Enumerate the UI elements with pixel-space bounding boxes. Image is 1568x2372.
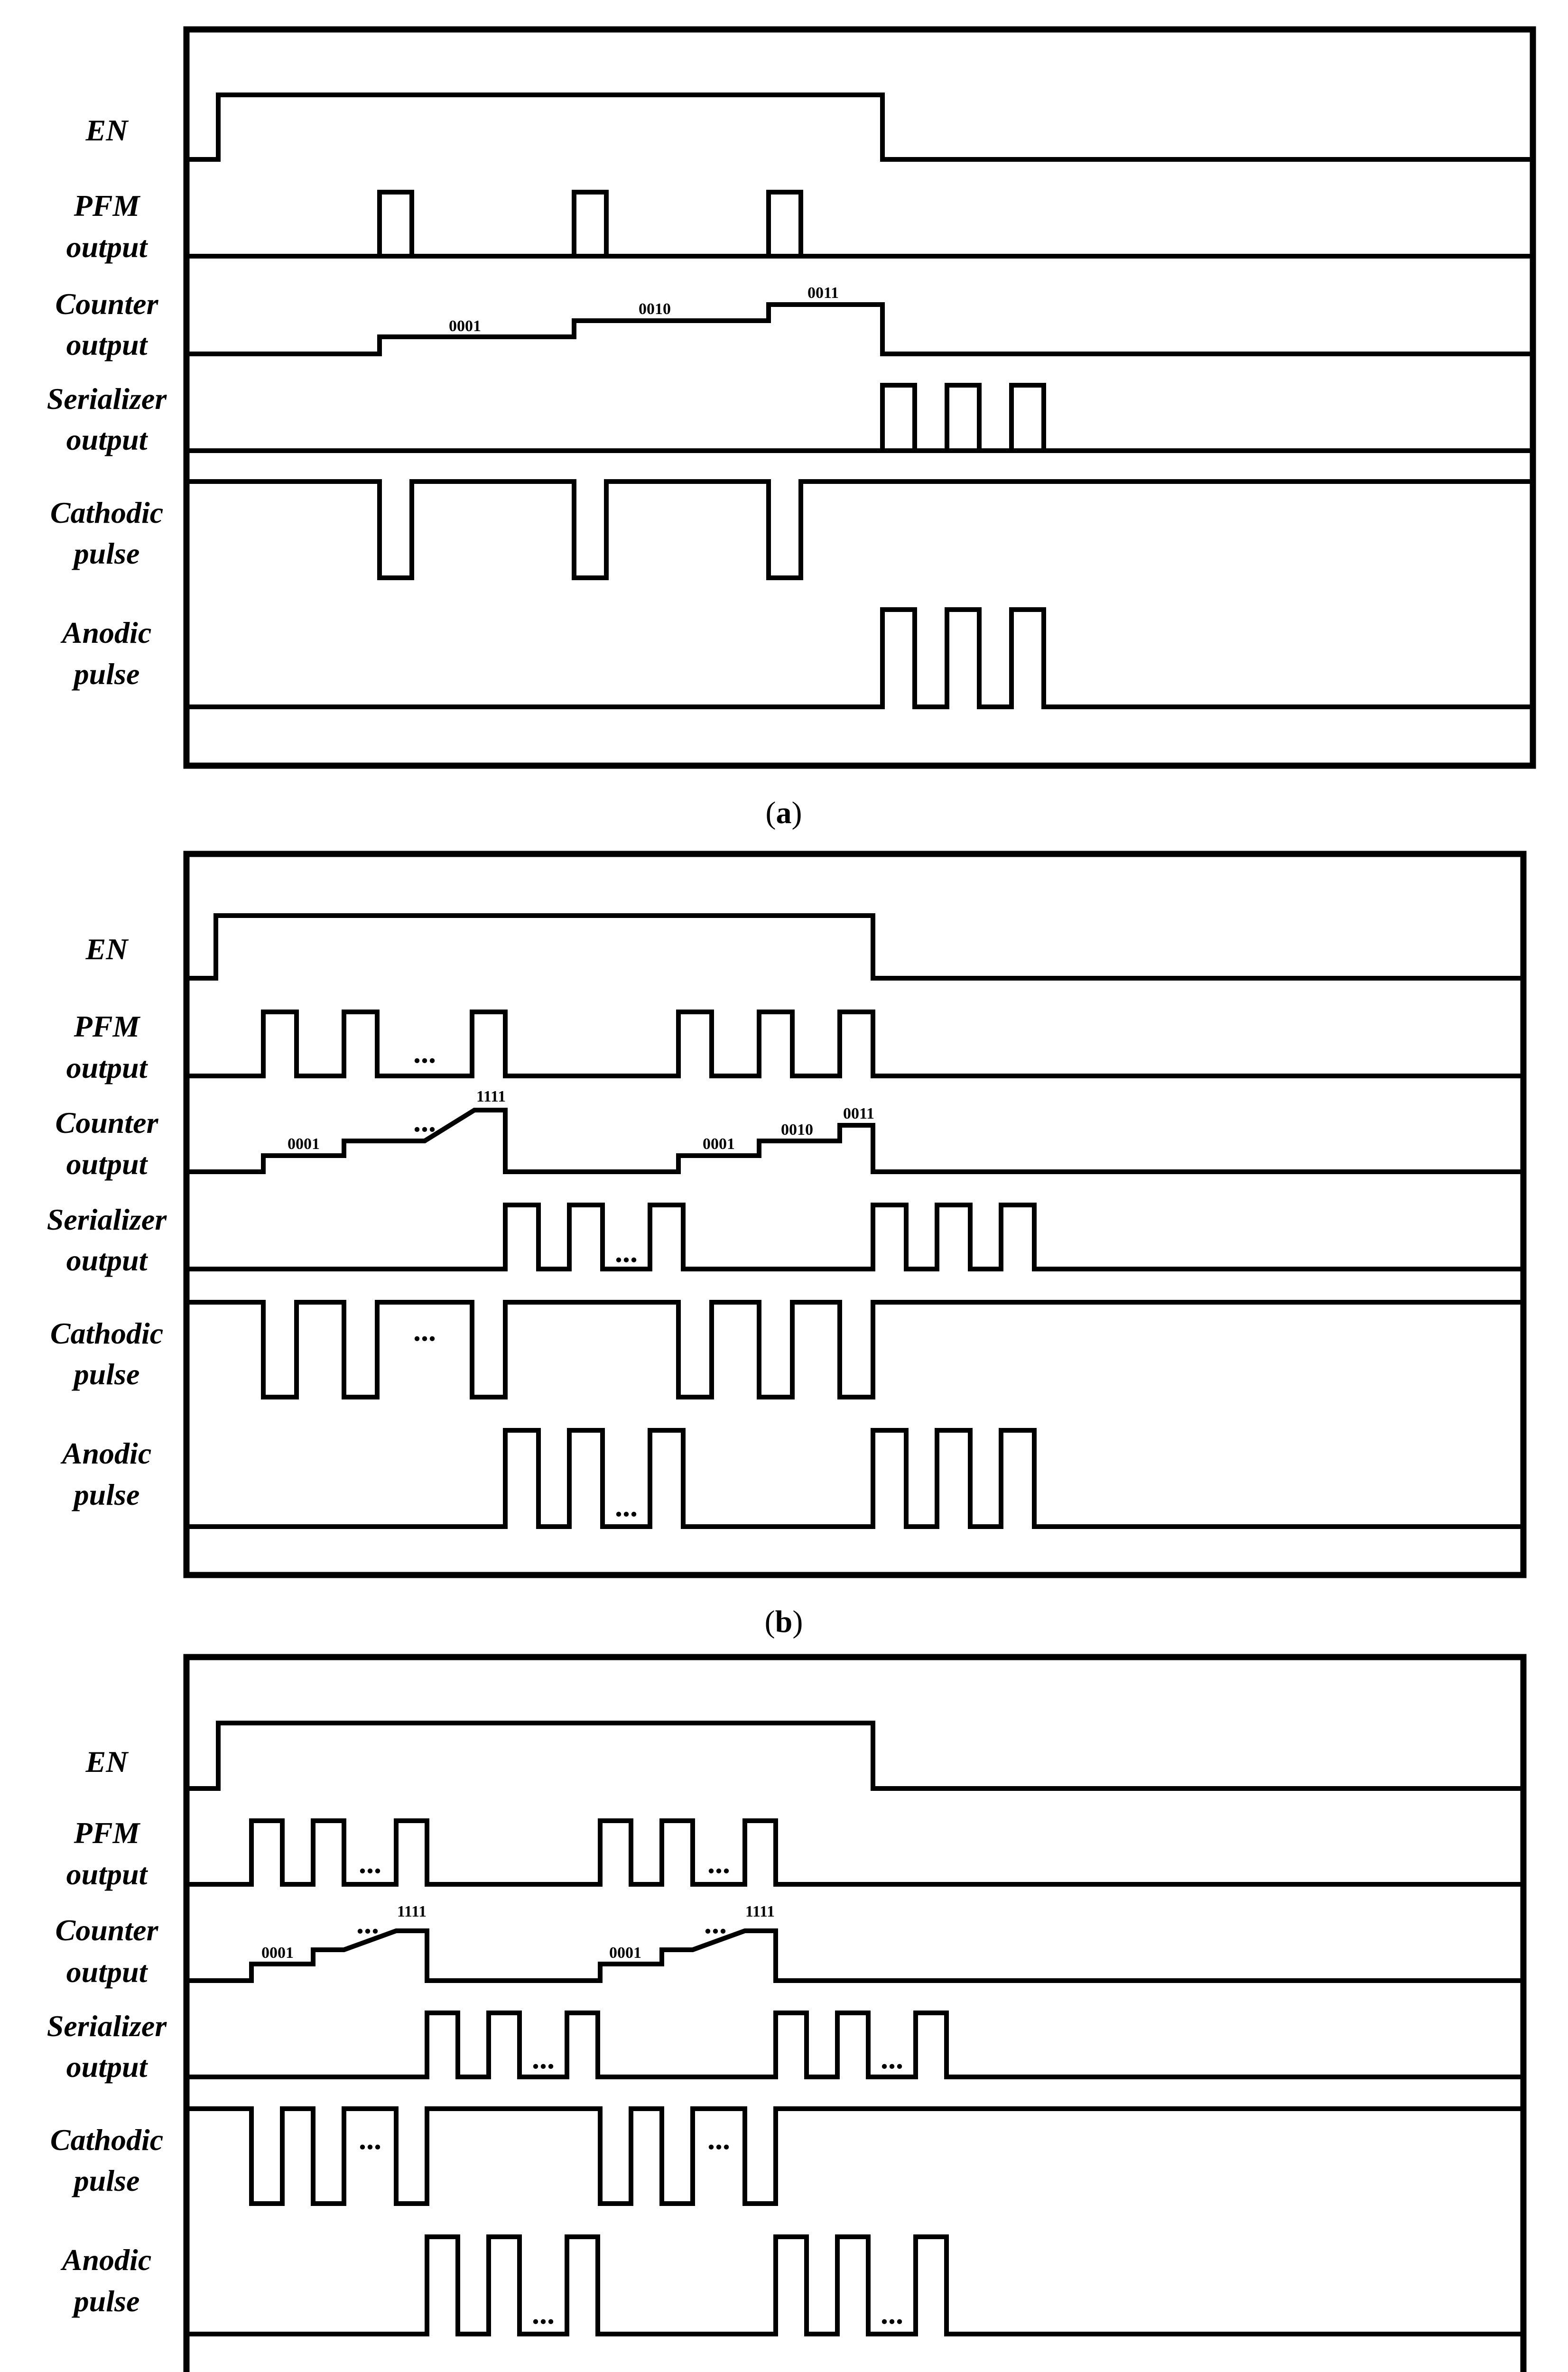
- panel-c-anodic-ellipsis: ...: [881, 2297, 903, 2330]
- panel-a-label-cathodic-2: pulse: [74, 537, 140, 570]
- panel-b-label-pfm-2: output: [66, 1051, 148, 1084]
- panel-c-label-anodic-2: pulse: [74, 2284, 140, 2318]
- panel-c-label-serializer: Serializer: [46, 2009, 167, 2043]
- panel-c-en-wave: [190, 1723, 1523, 1788]
- panel-b-label-en: EN: [85, 932, 128, 966]
- panel-c-label-serializer-2: output: [66, 2050, 148, 2084]
- panel-c-cathodic-wave: [190, 2109, 1523, 2204]
- panel-c-serializer-wave: [190, 2013, 1523, 2077]
- panel-c-anodic-ellipsis: ...: [532, 2297, 555, 2330]
- panel-b-count-label: 0011: [843, 1105, 875, 1122]
- panel-a: [47, 29, 1533, 830]
- panel-a-label-en: EN: [85, 113, 128, 147]
- panel-c-label-cathodic: Cathodic: [50, 2123, 164, 2157]
- panel-a-label-counter: Counter: [55, 287, 158, 321]
- panel-c-label-counter: Counter: [55, 1913, 158, 1947]
- panel-a-label-pfm-2: output: [66, 230, 148, 264]
- panel-c-label-anodic: Anodic: [62, 2243, 152, 2277]
- panel-b-count-label: 0001: [288, 1135, 320, 1153]
- panel-a-cathodic-wave: [190, 482, 1533, 578]
- panel-b-label-cathodic-2: pulse: [74, 1357, 140, 1391]
- panel-a-en-wave: [190, 95, 1533, 159]
- panel-a-label-anodic-2: pulse: [74, 657, 140, 691]
- panel-b-label-anodic-2: pulse: [74, 1478, 140, 1511]
- panel-c-cathodic-ellipsis: ...: [707, 2122, 730, 2156]
- panel-c-label-pfm-2: output: [66, 1857, 148, 1891]
- panel-b: [47, 854, 1523, 1639]
- panel-a-frame: [186, 29, 1533, 766]
- panel-b-en-wave: [190, 916, 1523, 978]
- panel-a-label-anodic: Anodic: [62, 616, 152, 649]
- panel-c-label-pfm: PFM: [74, 1816, 140, 1850]
- panel-b-cathodic-ellipsis: ...: [413, 1314, 436, 1347]
- panel-a-serializer-wave: [190, 385, 1533, 451]
- panel-a-anodic-wave: [190, 610, 1533, 707]
- panel-a-label-serializer-2: output: [66, 423, 148, 456]
- panel-a-count-label: 0001: [449, 317, 481, 335]
- panel-c-label-cathodic-2: pulse: [74, 2164, 140, 2197]
- panel-b-label-serializer: Serializer: [46, 1203, 167, 1236]
- panel-b-pfm-ellipsis: ...: [413, 1036, 436, 1069]
- panel-a-pfm-wave: [190, 192, 1533, 256]
- panel-b-count-label: 0010: [781, 1121, 813, 1139]
- panel-b-caption: (b): [764, 1604, 803, 1639]
- panel-c-label-en: EN: [85, 1745, 128, 1779]
- panel-c-count-label: 0001: [609, 1944, 641, 1962]
- panel-b-label-anodic: Anodic: [62, 1436, 152, 1470]
- panel-b-anodic-ellipsis: ...: [615, 1489, 638, 1523]
- panel-b-label-pfm: PFM: [74, 1010, 140, 1043]
- panel-c-serializer-ellipsis: ...: [532, 2041, 555, 2075]
- panel-a-label-pfm: PFM: [74, 189, 140, 222]
- panel-c-count-label: 1111: [745, 1903, 775, 1920]
- panel-b-pfm-wave: [190, 1012, 1523, 1076]
- panel-a-count-label: 0011: [807, 284, 839, 302]
- panel-c-label-counter-2: output: [66, 1955, 148, 1989]
- panel-c-count-label: 1111: [397, 1903, 427, 1920]
- panel-b-serializer-ellipsis: ...: [615, 1235, 638, 1269]
- panel-c-anodic-wave: [190, 2237, 1523, 2334]
- panel-c-counter-ellipsis: ...: [356, 1906, 379, 1940]
- panel-c-pfm-ellipsis: ...: [359, 1846, 381, 1880]
- panel-c-pfm-ellipsis: ...: [707, 1846, 730, 1880]
- panel-b-cathodic-wave: [190, 1302, 1523, 1397]
- panel-c-cathodic-ellipsis: ...: [359, 2122, 381, 2156]
- panel-c-counter-ellipsis: ...: [704, 1906, 727, 1940]
- panel-b-frame: [186, 854, 1523, 1575]
- panel-c-pfm-wave: [190, 1821, 1523, 1884]
- panel-b-counter-ellipsis: ...: [413, 1104, 436, 1138]
- panel-a-count-label: 0010: [639, 300, 671, 318]
- panel-c: [47, 1657, 1523, 2372]
- panel-b-label-serializer-2: output: [66, 1243, 148, 1277]
- panel-a-label-cathodic: Cathodic: [50, 496, 164, 529]
- panel-a-counter-wave: [190, 305, 1533, 354]
- panel-c-serializer-ellipsis: ...: [881, 2041, 903, 2075]
- panel-b-count-label: 0001: [703, 1135, 735, 1153]
- panel-c-count-label: 0001: [261, 1944, 294, 1962]
- panel-c-counter-wave: [190, 1931, 1523, 1981]
- panel-b-label-counter: Counter: [55, 1106, 158, 1140]
- panel-b-label-counter-2: output: [66, 1147, 148, 1181]
- panel-b-label-cathodic: Cathodic: [50, 1316, 164, 1350]
- panel-a-label-serializer: Serializer: [46, 382, 167, 416]
- panel-a-label-counter-2: output: [66, 328, 148, 361]
- panel-b-serializer-wave: [190, 1205, 1523, 1269]
- panel-b-count-label: 1111: [476, 1088, 506, 1105]
- panel-a-caption: (a): [765, 796, 802, 830]
- panel-b-anodic-wave: [190, 1430, 1523, 1527]
